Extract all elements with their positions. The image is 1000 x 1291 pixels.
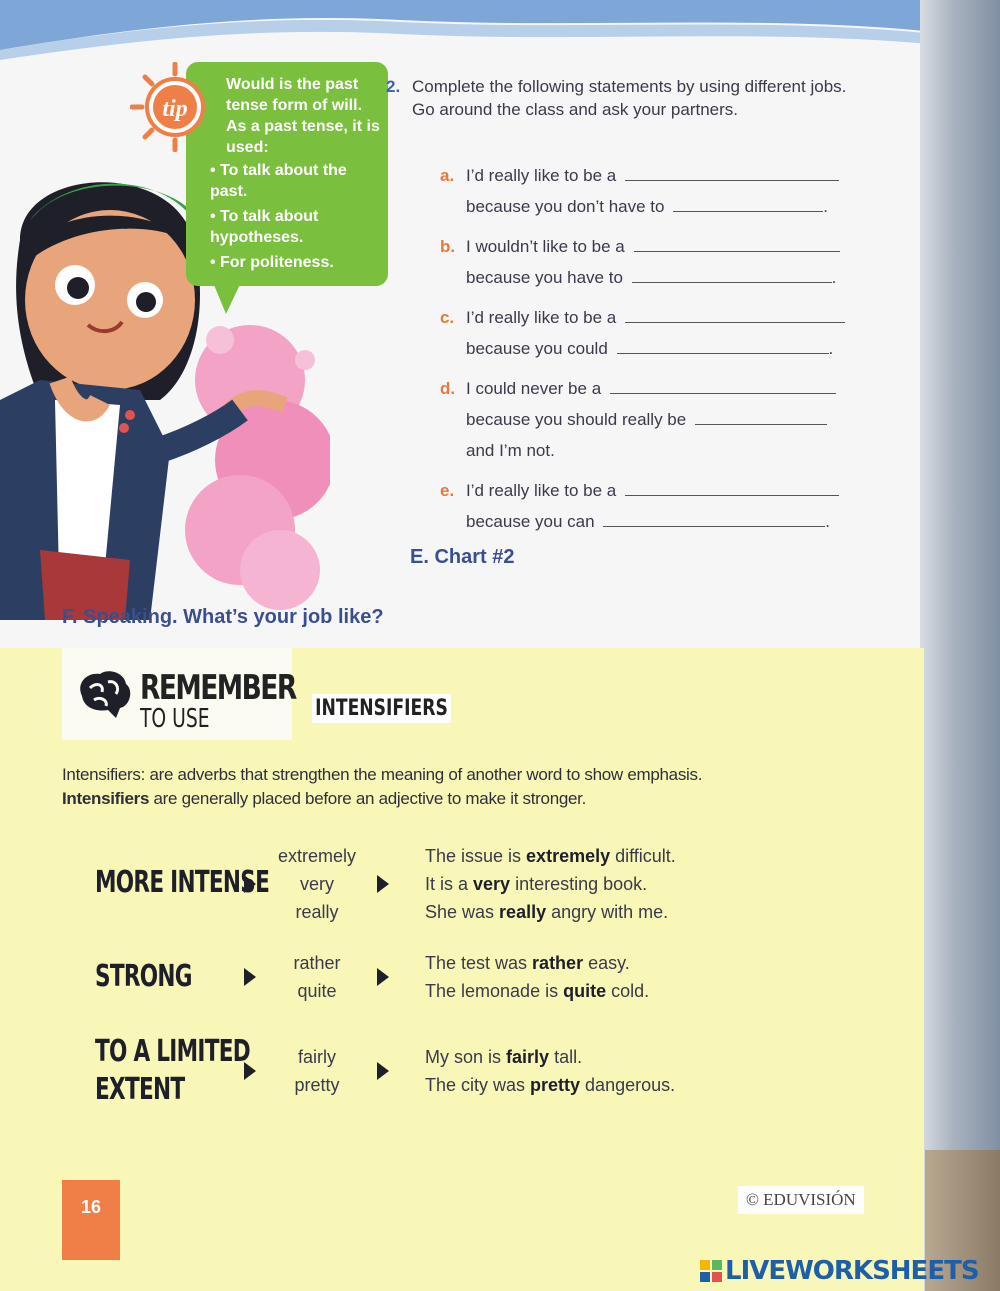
page-number: 16 <box>62 1180 120 1260</box>
tip-bullet: • To talk about hypotheses. <box>210 208 319 246</box>
liveworksheets-logo <box>700 1256 979 1286</box>
arrow-icon <box>377 1062 389 1080</box>
answer-blank[interactable] <box>673 197 823 212</box>
example-sentences: My son is fairly tall. The city was pretty dangerous. <box>425 1047 676 1095</box>
exercise-2-instruction: 2. Complete the following statements by using different jobs. Go around the class and ask your partners. <box>386 77 847 119</box>
tip-bullet: • For politeness. <box>210 254 334 271</box>
example-sentences: The issue is extremely difficult. It is a very interesting book. She was really angry with me. <box>425 846 676 922</box>
intensifiers-title: INTENSIFIERS <box>312 694 451 723</box>
adverb-list: rather quite <box>293 953 341 1001</box>
arrow-icon <box>377 875 389 893</box>
arrow-icon <box>244 875 256 893</box>
adverb-list: fairly pretty <box>294 1047 340 1095</box>
copyright-label: © EDUVISIÓN <box>738 1186 864 1214</box>
tip-bubble-tail <box>212 280 242 314</box>
arrow-icon <box>244 968 256 986</box>
top-wave-decoration <box>0 0 1000 70</box>
example-sentences: The test was rather easy. The lemonade is quite cold. <box>425 953 650 1001</box>
adverb-list: extremely very really <box>277 846 357 922</box>
answer-blank[interactable] <box>632 268 832 283</box>
exercise-2-number: 2. <box>386 77 401 96</box>
answer-blank[interactable] <box>634 237 840 252</box>
category-strong: STRONG <box>95 959 192 994</box>
tip-bullet: • To talk about the past. <box>210 162 347 200</box>
section-e-heading: E. Chart #2 <box>410 546 515 568</box>
answer-blank[interactable] <box>610 379 836 394</box>
liveworksheets-wordmark: LIVEWORKSHEETS <box>725 1256 979 1286</box>
intensifiers-intro: Intensifiers: are adverbs that strengthen the meaning of another word to show emphasis. Intensifiers are generally placed before an adjective to make it stronger. <box>62 765 703 808</box>
tip-intro: Would is the past tense form of will. As a past tense, it is used: <box>226 76 380 156</box>
liveworksheets-grid-icon <box>700 1260 722 1282</box>
answer-blank[interactable] <box>625 308 845 323</box>
category-more-intense: MORE INTENSE <box>95 865 270 900</box>
answer-blank[interactable] <box>603 512 825 527</box>
tip-bullet-list <box>206 160 382 273</box>
section-f-heading: F. Speaking. What’s your job like? <box>62 606 384 628</box>
tip-text-block <box>206 74 382 277</box>
answer-blank[interactable] <box>625 481 839 496</box>
brain-icon <box>72 666 134 724</box>
arrow-icon <box>377 968 389 986</box>
remember-title: REMEMBER <box>140 668 296 708</box>
category-limited-extent: TO A LIMITED EXTENT <box>95 1034 250 1107</box>
remember-subtitle: TO USE <box>140 704 210 734</box>
page-edge-shadow <box>920 0 1000 1291</box>
tip-badge-text: tip <box>162 96 188 122</box>
arrow-icon <box>244 1062 256 1080</box>
answer-blank[interactable] <box>625 166 839 181</box>
answer-blank[interactable] <box>695 410 827 425</box>
answer-blank[interactable] <box>617 339 829 354</box>
